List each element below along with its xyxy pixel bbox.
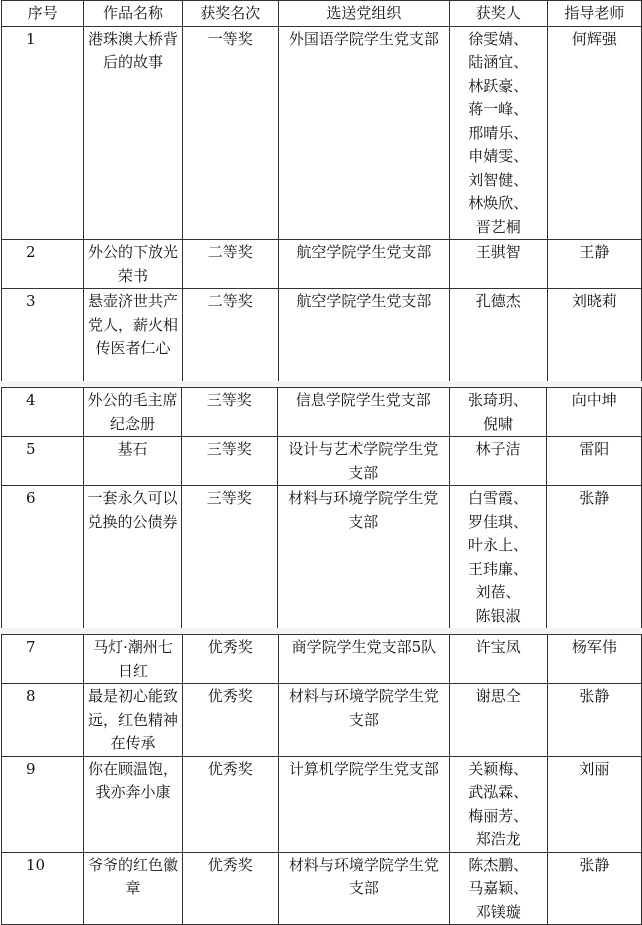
row-number: 6 — [2, 486, 84, 630]
row-number: 9 — [2, 756, 84, 852]
winners: 林子洁 — [449, 437, 547, 486]
party-org: 航空学院学生党支部 — [278, 240, 449, 289]
winners: 关颖梅、 武泓霖、 梅丽芳、 郑浩龙 — [449, 756, 547, 852]
winners: 孔德杰 — [449, 289, 547, 384]
award-rank: 优秀奖 — [182, 635, 278, 684]
row-number: 8 — [2, 684, 84, 757]
winners: 王骐智 — [449, 240, 547, 289]
row-number: 3 — [2, 289, 84, 384]
header-cell: 获奖名次 — [182, 1, 278, 27]
advisor: 刘丽 — [547, 756, 641, 852]
table-row — [2, 852, 642, 925]
advisor: 王静 — [547, 240, 641, 289]
table-row — [2, 240, 642, 289]
award-rank: 三等奖 — [181, 486, 277, 630]
advisor: 张静 — [547, 852, 641, 925]
table-row — [2, 437, 642, 486]
table-row — [2, 486, 642, 630]
award-rank: 优秀奖 — [182, 684, 278, 757]
advisor: 雷阳 — [547, 437, 642, 486]
winners: 谢思仝 — [449, 684, 547, 757]
advisor: 向中坤 — [547, 388, 642, 437]
table-row — [2, 635, 642, 684]
winners: 张琦玥、 倪啸 — [449, 388, 547, 437]
work-title: 最是初心能致远，红色精神在传承 — [84, 684, 182, 757]
award-rank: 三等奖 — [181, 388, 277, 437]
award-rank: 二等奖 — [182, 240, 278, 289]
award-rank: 优秀奖 — [182, 852, 278, 925]
advisor: 刘晓莉 — [547, 289, 641, 384]
party-org: 商学院学生党支部5队 — [278, 635, 449, 684]
row-number: 5 — [2, 437, 84, 486]
award-rank: 二等奖 — [182, 289, 278, 384]
advisor: 何辉强 — [547, 26, 641, 240]
advisor: 张静 — [547, 684, 641, 757]
header-cell: 获奖人 — [449, 1, 547, 27]
row-number: 7 — [2, 635, 84, 684]
work-title: 悬壶济世共产党人，薪火相传医者仁心 — [84, 289, 182, 384]
winners: 许宝凤 — [449, 635, 547, 684]
table-row — [2, 388, 642, 437]
table-row — [2, 289, 642, 384]
header-cell: 序号 — [2, 1, 84, 27]
row-number: 4 — [2, 388, 84, 437]
party-org: 信息学院学生党支部 — [277, 388, 449, 437]
table-row — [2, 756, 642, 852]
work-title: 基石 — [84, 437, 181, 486]
work-title: 一套永久可以兑换的公债券 — [84, 486, 181, 630]
work-title: 马灯·潮州七日红 — [84, 635, 182, 684]
winners: 陈杰鹏、 马嘉颖、 邓镁璇 — [449, 852, 547, 925]
header-cell: 作品名称 — [84, 1, 182, 27]
row-number: 2 — [2, 240, 84, 289]
award-table-part-1 — [1, 0, 642, 384]
header-cell: 指导老师 — [547, 1, 641, 27]
table-row — [2, 684, 642, 757]
row-number: 1 — [2, 26, 84, 240]
header-cell: 选送党组织 — [278, 1, 449, 27]
advisor: 杨军伟 — [547, 635, 641, 684]
party-org: 材料与环境学院学生党支部 — [278, 684, 449, 757]
party-org: 材料与环境学院学生党支部 — [278, 852, 449, 925]
table-header-row — [2, 1, 642, 27]
work-title: 你在顾温饱，我亦奔小康 — [84, 756, 182, 852]
award-table-part-2 — [1, 387, 642, 630]
advisor: 张静 — [547, 486, 642, 630]
award-table-part-3 — [1, 634, 642, 925]
work-title: 爷爷的红色徽章 — [84, 852, 182, 925]
table-row — [2, 26, 642, 240]
row-number: 10 — [2, 852, 84, 925]
work-title: 外公的下放光荣书 — [84, 240, 182, 289]
winners: 白雪霞、 罗佳琪、 叶永上、 王玮廉、 刘蓓、 陈银淑 — [449, 486, 547, 630]
winners: 徐雯婧、 陆涵宜、 林跃豪、 蒋一峰、 邢晴乐、 申婧雯、 刘智健、 林焕欣、 晋艺桐 — [449, 26, 547, 240]
party-org: 设计与艺术学院学生党支部 — [277, 437, 449, 486]
award-rank: 优秀奖 — [182, 756, 278, 852]
party-org: 航空学院学生党支部 — [278, 289, 449, 384]
award-rank: 一等奖 — [182, 26, 278, 240]
work-title: 港珠澳大桥背后的故事 — [84, 26, 182, 240]
party-org: 材料与环境学院学生党支部 — [277, 486, 449, 630]
work-title: 外公的毛主席纪念册 — [84, 388, 181, 437]
party-org: 外国语学院学生党支部 — [278, 26, 449, 240]
party-org: 计算机学院学生党支部 — [278, 756, 449, 852]
award-rank: 三等奖 — [181, 437, 277, 486]
